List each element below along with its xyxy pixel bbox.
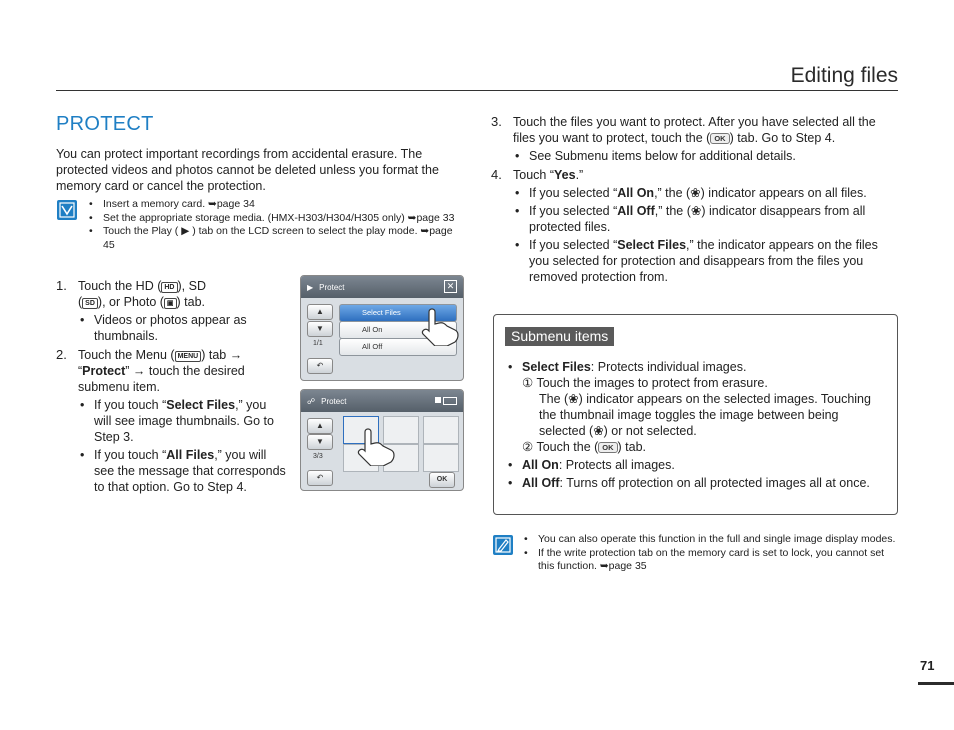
check-note-item: • Touch the Play ( ▶ ) tab on the LCD screen to select the play mode. ➥page 45 [85, 225, 455, 252]
lcd-item-all-on[interactable]: All On [339, 321, 457, 339]
section-intro: You can protect important recordings from accidental erasure. The protected videos and photos cannot be deleted unless you format the memory card or cancel the protection. [56, 147, 439, 193]
step-4-sub-all-on: • If you selected “All On,” the (❀) indicator appears on all files. [513, 185, 896, 201]
submenu-all-on: • All On: Protects all images. [506, 457, 886, 473]
check-note-item: • Set the appropriate storage media. (HMX-H303/H304/H305 only) ➥page 33 [85, 212, 455, 226]
tip-item: • You can also operate this function in the full and single image display modes. [520, 533, 896, 547]
lcd-protect-thumbnails [300, 389, 464, 491]
submenu-tag: Submenu items [505, 327, 614, 346]
step-1-sub: • Videos or photos appear as thumbnails. [78, 312, 286, 344]
battery-icon [443, 397, 457, 405]
step-3: 3. Touch the files you want to protect. After you have selected all the files you want to protect, touch the ( OK ) tab. Go to Step 4. • See Submenu items below for additional details. [491, 114, 896, 164]
step-number: 4. [491, 167, 502, 182]
section-title: PROTECT [56, 113, 154, 135]
sd-tab-icon: SD [82, 298, 98, 309]
ok-tab-icon: OK [598, 442, 617, 453]
memo-icon [493, 535, 513, 555]
header-divider [56, 90, 898, 91]
submenu-step-2: ② Touch the ( OK ) tab. [522, 440, 647, 454]
step-2: 2. Touch the Menu ( MENU ) tab → “Protect” → touch the desired submenu item. • If you touch “Select Files,” you will see image thumbnails. Go to Step 3. • If you touch “All Files,” you will see the message that corresponds to that option. Go to Step 4. [56, 347, 286, 495]
step-4-sub-select: • If you selected “Select Files,” the indicator appears on the files you selected for protection and disappears from the files you removed protection from. [513, 237, 896, 285]
submenu-all-off: • All Off: Turns off protection on all protected images all at once. [506, 475, 886, 491]
step-4: 4. Touch “Yes.” • If you selected “All On,” the (❀) indicator appears on all files. • If you selected “All Off,” the (❀) indicator disappears from all protected files. • If you selected “Select Files,” the indicator appears on the files you selected for protection and disappears from the files you removed protection from. [491, 167, 896, 285]
tips-list [520, 533, 896, 574]
lcd-title-bar [301, 276, 463, 298]
scroll-down-button[interactable]: ▼ [307, 321, 333, 337]
step-3-sub: • See Submenu items below for additional details. [513, 148, 896, 164]
submenu-content [506, 357, 886, 491]
step-number: 2. [56, 347, 67, 362]
back-button[interactable]: ↶ [307, 470, 333, 486]
scroll-down-button[interactable]: ▼ [307, 434, 333, 450]
submenu-select-files: • Select Files: Protects individual images. [506, 359, 886, 375]
step-number: 1. [56, 278, 67, 293]
ok-tab-icon: OK [710, 133, 729, 144]
step-1: 1. Touch the HD ( HD ), SD ( SD ), or Photo ( ▣ ) tab. • Videos or photos appear as thumbnails. [56, 278, 286, 344]
ok-button[interactable]: OK [429, 472, 455, 488]
check-icon [57, 200, 77, 220]
step-2-sub-select: • If you touch “Select Files,” you will see image thumbnails. Go to Step 3. [78, 397, 286, 445]
scroll-up-button[interactable]: ▲ [307, 304, 333, 320]
page-number-bar [918, 682, 954, 685]
thumbnail[interactable] [423, 444, 459, 472]
play-mode-icon: ▶ [307, 282, 314, 292]
thumbnail[interactable] [423, 416, 459, 444]
photo-tab-icon: ▣ [164, 298, 177, 309]
lcd-title: Protect [319, 282, 345, 292]
submenu-step-1-detail: The (❀) indicator appears on the selected images. Touching the thumbnail image toggles the image between being selected (❀) or not selected. [539, 392, 871, 438]
lcd-page-indicator: 3/3 [313, 453, 323, 460]
lcd-item-select-files[interactable]: Select Files [339, 304, 457, 322]
tip-item: • If the write protection tab on the memory card is set to lock, you cannot set this function. ➥page 35 [520, 547, 896, 574]
step-number: 3. [491, 114, 502, 129]
scroll-up-button[interactable]: ▲ [307, 418, 333, 434]
step-2-sub-all: • If you touch “All Files,” you will see the message that corresponds to that option. Go to Step 4. [78, 447, 286, 495]
check-note-item: • Insert a memory card. ➥page 34 [85, 198, 455, 212]
finger-touch-icon [417, 306, 461, 346]
protect-icon: ☍ [307, 396, 316, 406]
close-icon[interactable]: ✕ [444, 280, 457, 293]
page-header-title: Editing files [790, 64, 898, 87]
lcd-title: Protect [321, 396, 347, 406]
lcd-protect-menu [300, 275, 464, 381]
lcd-title-bar [301, 390, 463, 412]
page-number: 71 [920, 658, 935, 673]
step-4-sub-all-off: • If you selected “All Off,” the (❀) indicator disappears from all protected files. [513, 203, 896, 235]
card-icon [435, 397, 441, 403]
lcd-page-indicator: 1/1 [313, 340, 323, 347]
menu-tab-icon: MENU [175, 351, 202, 362]
finger-touch-icon [353, 426, 397, 466]
check-note-list [85, 198, 455, 252]
back-button[interactable]: ↶ [307, 358, 333, 374]
hd-tab-icon: HD [161, 282, 177, 293]
lcd-item-all-off[interactable]: All Off [339, 338, 457, 356]
submenu-step-1: ① Touch the images to protect from erasure. [522, 376, 768, 390]
